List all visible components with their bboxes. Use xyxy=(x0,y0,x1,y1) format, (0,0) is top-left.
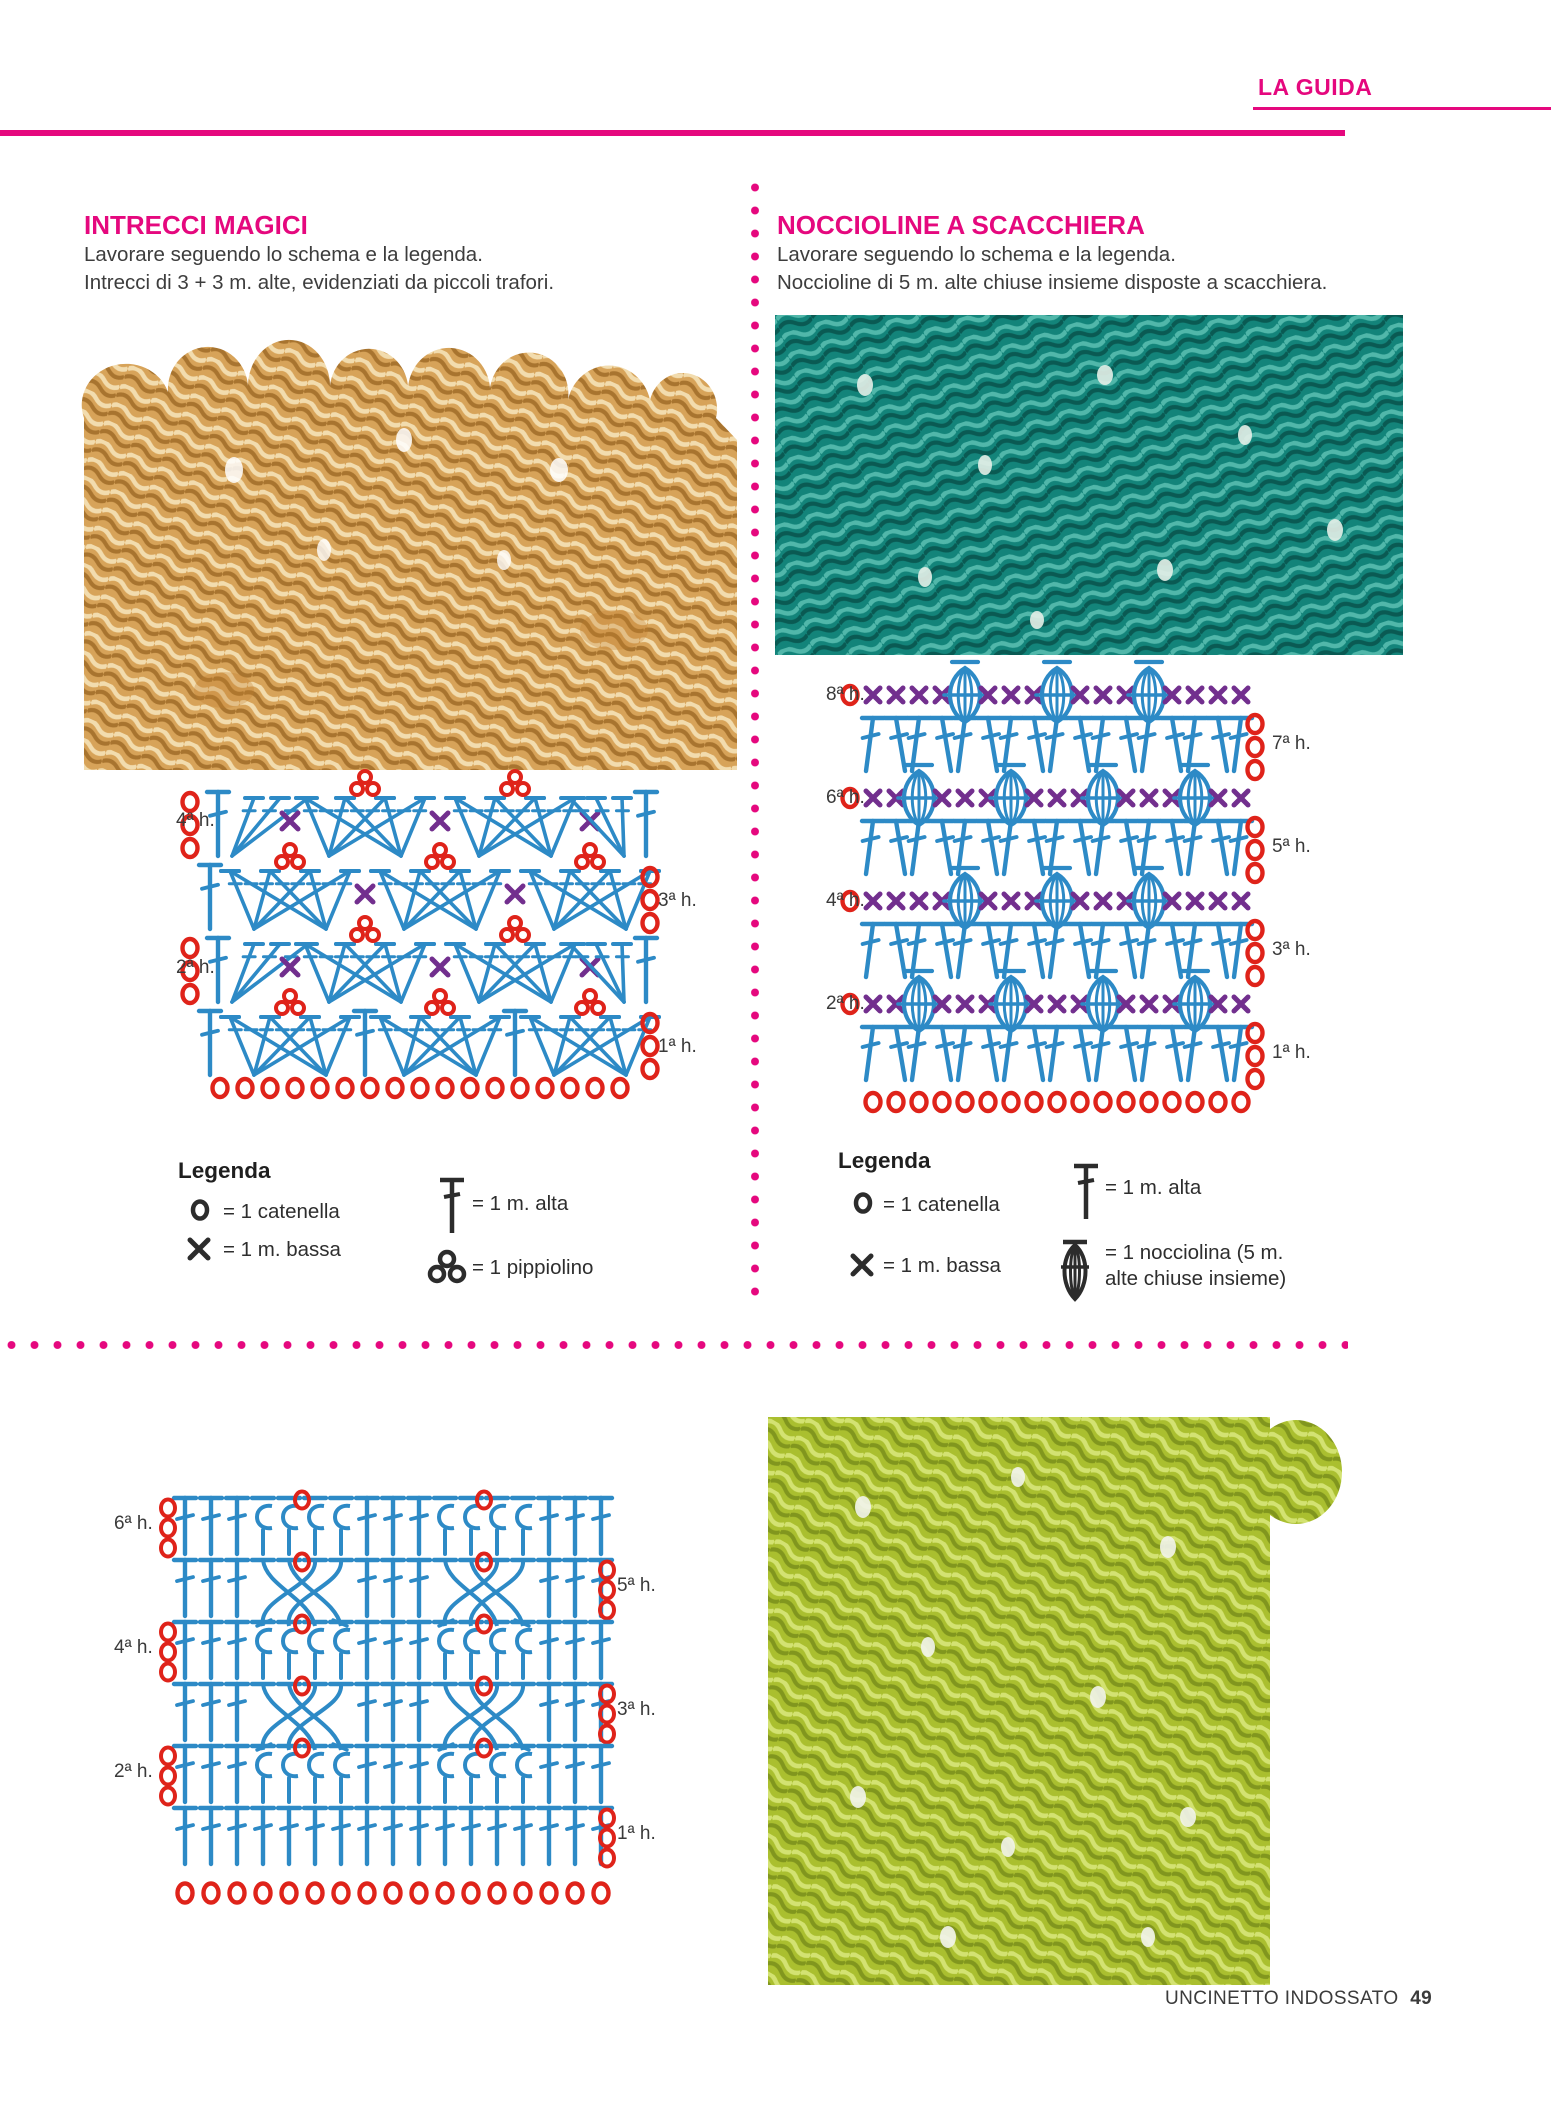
desc-line: Noccioline di 5 m. alte chiuse insieme disposte a scacchiera. xyxy=(777,270,1328,294)
double-crochet-icon xyxy=(1071,1161,1101,1223)
article-desc-noccioline xyxy=(777,241,1327,296)
legend-label: = 1 nocciolina (5 m. alte chiuse insieme) xyxy=(1105,1241,1287,1290)
row-label: 4ª h. xyxy=(176,810,215,831)
row-label: 6ª h. xyxy=(114,1513,153,1534)
row-label: 6ª h. xyxy=(826,787,865,808)
desc-line: Lavorare seguendo lo schema e la legenda. xyxy=(777,243,1176,266)
legend-label: = 1 pippiolino xyxy=(472,1256,594,1279)
single-crochet-icon xyxy=(849,1252,875,1278)
article-desc-intrecci xyxy=(84,241,554,296)
row-label: 5ª h. xyxy=(617,1575,656,1596)
row-label: 5ª h. xyxy=(1272,836,1311,857)
kicker-underline xyxy=(1253,107,1551,110)
section-kicker: LA GUIDA xyxy=(1258,74,1373,100)
footer-page-number: 49 xyxy=(1410,1988,1433,2009)
legend-label: = 1 m. bassa xyxy=(223,1238,341,1261)
legend-label: = 1 m. bassa xyxy=(883,1254,1001,1277)
chain-icon xyxy=(850,1190,876,1216)
row-label: 3ª h. xyxy=(1272,939,1311,960)
photo-tan-crochet-swatch xyxy=(84,300,737,770)
section-divider-dotted xyxy=(0,1341,1348,1349)
row-label: 2ª h. xyxy=(114,1761,153,1782)
legend-intrecci xyxy=(175,1155,715,1315)
legend-label: = 1 catenella xyxy=(883,1193,1000,1216)
desc-line: Intrecci di 3 + 3 m. alte, evidenziati da piccoli trafori. xyxy=(84,270,555,294)
legend-label: = 1 m. alta xyxy=(1105,1176,1202,1199)
column-divider-dotted xyxy=(751,176,759,1304)
row-label: 2ª h. xyxy=(826,993,865,1014)
legend-noccioline xyxy=(835,1145,1395,1325)
row-label: 3ª h. xyxy=(658,890,697,911)
footer xyxy=(1165,1988,1432,2010)
row-label: 3ª h. xyxy=(617,1699,656,1720)
desc-line: Lavorare seguendo lo schema e la legenda. xyxy=(84,243,483,266)
article-title-noccioline: NOCCIOLINE A SCACCHIERA xyxy=(777,210,1145,240)
single-crochet-icon xyxy=(186,1236,212,1262)
row-label: 7ª h. xyxy=(1272,733,1311,754)
noccioline-chart xyxy=(815,658,1435,1118)
legend-label: = 1 m. alta xyxy=(472,1192,569,1215)
double-crochet-icon xyxy=(437,1175,467,1237)
chain-icon xyxy=(187,1197,213,1223)
row-label: 2ª h. xyxy=(176,957,215,978)
header-rule xyxy=(0,130,1345,136)
row-label: 1ª h. xyxy=(617,1823,656,1844)
photo-teal-crochet-swatch xyxy=(775,315,1403,655)
legend-title: Legenda xyxy=(838,1148,931,1173)
intrecci-chart xyxy=(150,770,690,1105)
picot-icon xyxy=(425,1249,469,1285)
footer-magazine-title: UNCINETTO INDOSSATO xyxy=(1165,1988,1399,2009)
article-title-intrecci: INTRECCI MAGICI xyxy=(84,210,308,240)
row-label: 8ª h. xyxy=(826,684,865,705)
row-label: 1ª h. xyxy=(658,1036,697,1057)
row-label: 4ª h. xyxy=(114,1637,153,1658)
bobble-icon xyxy=(1055,1237,1095,1307)
bottom-cable-chart xyxy=(110,1468,690,1908)
photo-green-crochet-swatch xyxy=(768,1417,1343,1985)
row-label: 4ª h. xyxy=(826,890,865,911)
legend-label: = 1 catenella xyxy=(223,1200,340,1223)
row-label: 1ª h. xyxy=(1272,1042,1311,1063)
legend-title: Legenda xyxy=(178,1158,271,1183)
